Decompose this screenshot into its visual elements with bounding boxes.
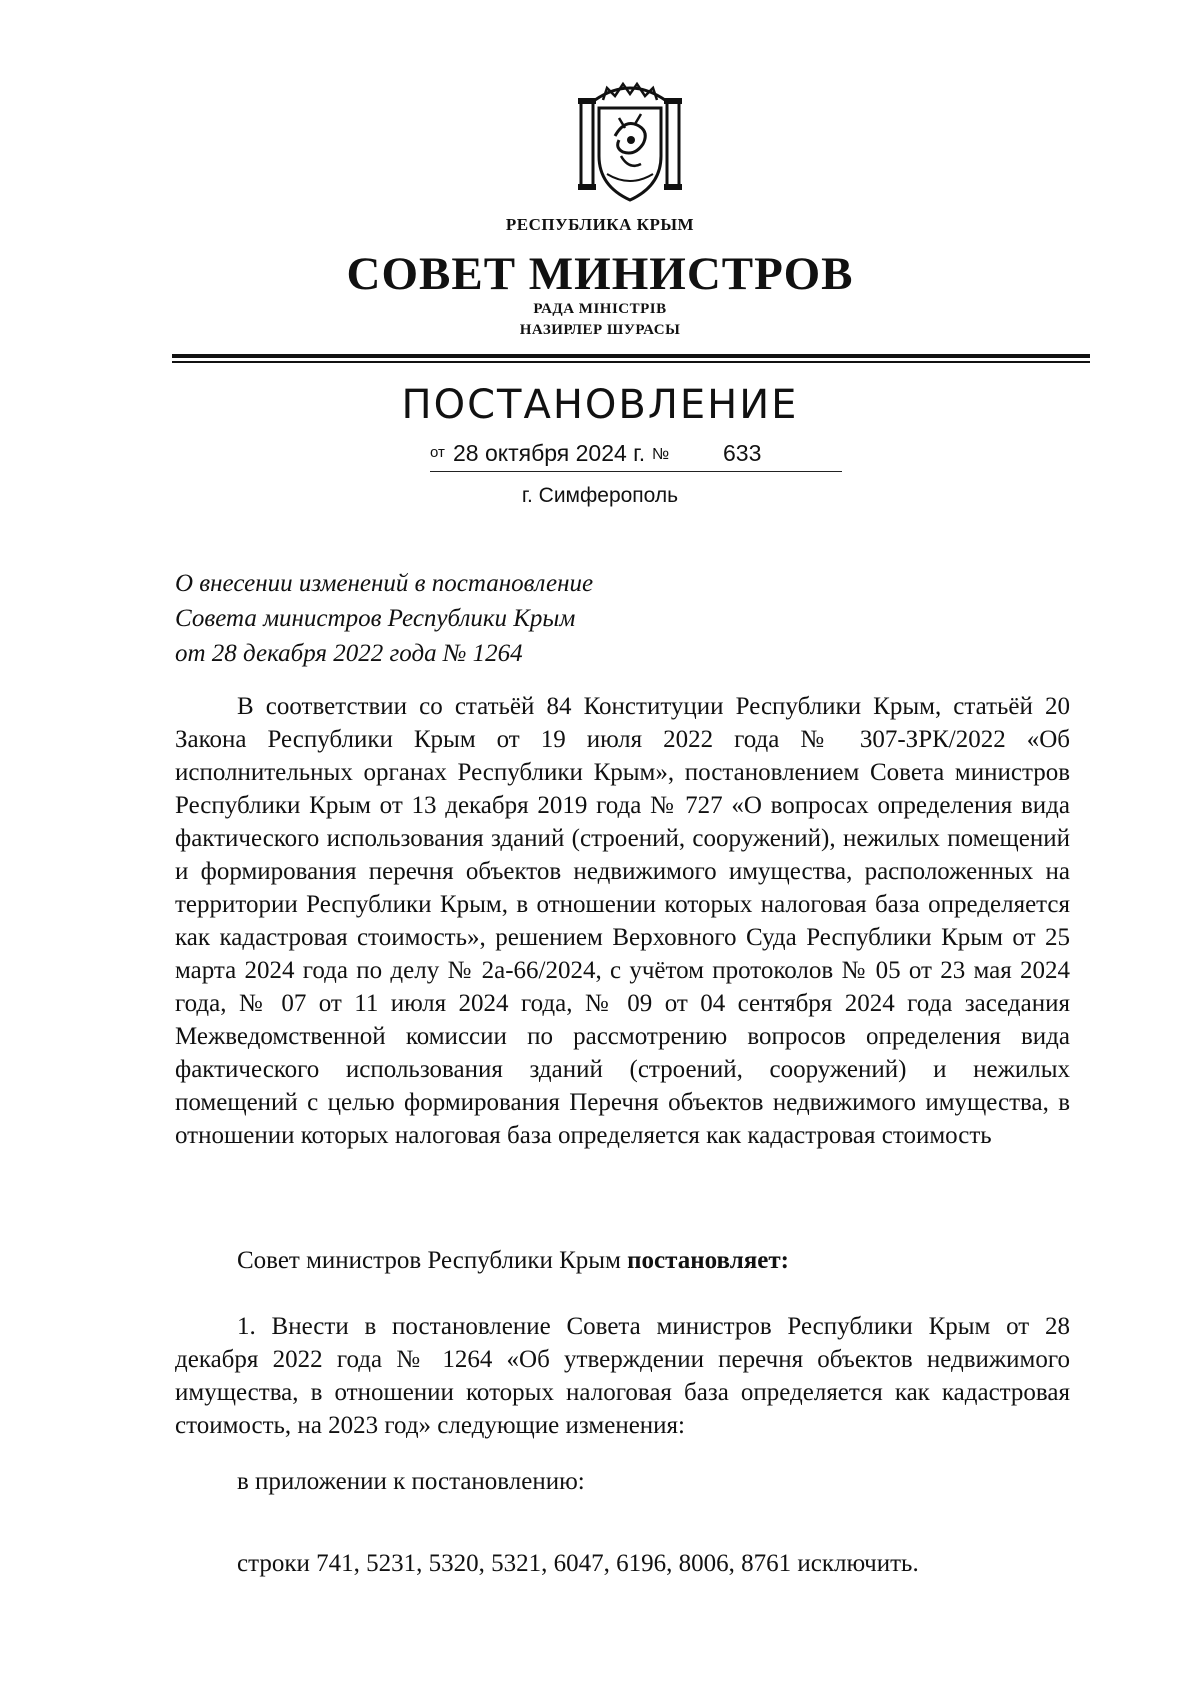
preamble-paragraph: В соответствии со статьёй 84 Конституции Республики Крым, статьёй 20 Закона Республики Крым от 19 июля 2022 года № 307-ЗРК/2022 «Об исполнительных органах Республики Крым», постановлением Совета министров Республики Крым от 13 декабря 2019 года № 727 «О вопросах определения вида фактического использования зданий (строений, сооружений), нежилых помещений и формирования перечня объектов недвижимого имущества, расположенных на территории Республики Крым, в отношении которых налоговая база определяется как кадастровая стоимость», решением Верховного Суда Республики Крым от 25 марта 2024 года по делу № 2а-66/2024, с учётом протоколов № 05 от 23 мая 2024 года, № 07 от 11 июля 2024 года, № 09 от 04 сентября 2024 года заседания Межведомственной комиссии по рассмотрению вопросов определения вида фактического использования зданий (строений, сооружений) и нежилых помещений с целью формирования Перечня объектов недвижимого имущества, в отношении которых налоговая база определяется как кадастровая стоимость <box>175 693 1070 1149</box>
council-name-crimean-tatar: НАЗИРЛЕР ШУРАСЫ <box>519 322 681 338</box>
number-sign: № <box>652 446 670 463</box>
heading-line-3: от 28 декабря 2022 года № 1264 <box>175 640 523 667</box>
heading-line-1: О внесении изменений в постановление <box>175 570 594 597</box>
resolves-keyword: постановляет: <box>627 1247 789 1274</box>
date-prefix: от <box>430 444 445 461</box>
header-divider-thin <box>172 361 1090 363</box>
city-name: г. Симферополь <box>521 484 679 507</box>
resolves-prefix: Совет министров Республики Крым <box>237 1247 621 1274</box>
item-1-paragraph: 1. Внести в постановление Совета министров Республики Крым от 28 декабря 2022 года № 1264 «Об утверждении перечня объектов недвижимого имущества, в отношении которых налоговая база определяется как кадастровая стоимость, на 2023 год» следующие изменения: <box>175 1313 1070 1439</box>
date-underline <box>430 471 842 472</box>
annex-paragraph: в приложении к постановлению: <box>237 1468 585 1495</box>
date-number-line <box>430 440 842 474</box>
header-divider-thick <box>172 354 1090 358</box>
coat-of-arms-crimea-icon <box>575 78 685 208</box>
republic-name: РЕСПУБЛИКА КРЫМ <box>505 215 695 234</box>
document-heading <box>175 566 593 671</box>
document-type-title: ПОСТАНОВЛЕНИЕ <box>401 382 799 428</box>
rows-exclusion-paragraph: строки 741, 5231, 5320, 5321, 6047, 6196, 8006, 8761 исключить. <box>237 1550 919 1577</box>
council-name-ukrainian: РАДА МІНІСТРІВ <box>533 301 667 317</box>
council-name: СОВЕТ МИНИСТРОВ <box>346 248 854 300</box>
heading-line-2: Совета министров Республики Крым <box>175 605 576 632</box>
document-date: 28 октября 2024 г. <box>453 440 646 466</box>
resolves-paragraph <box>175 1244 1070 1277</box>
document-number: 633 <box>723 440 762 466</box>
